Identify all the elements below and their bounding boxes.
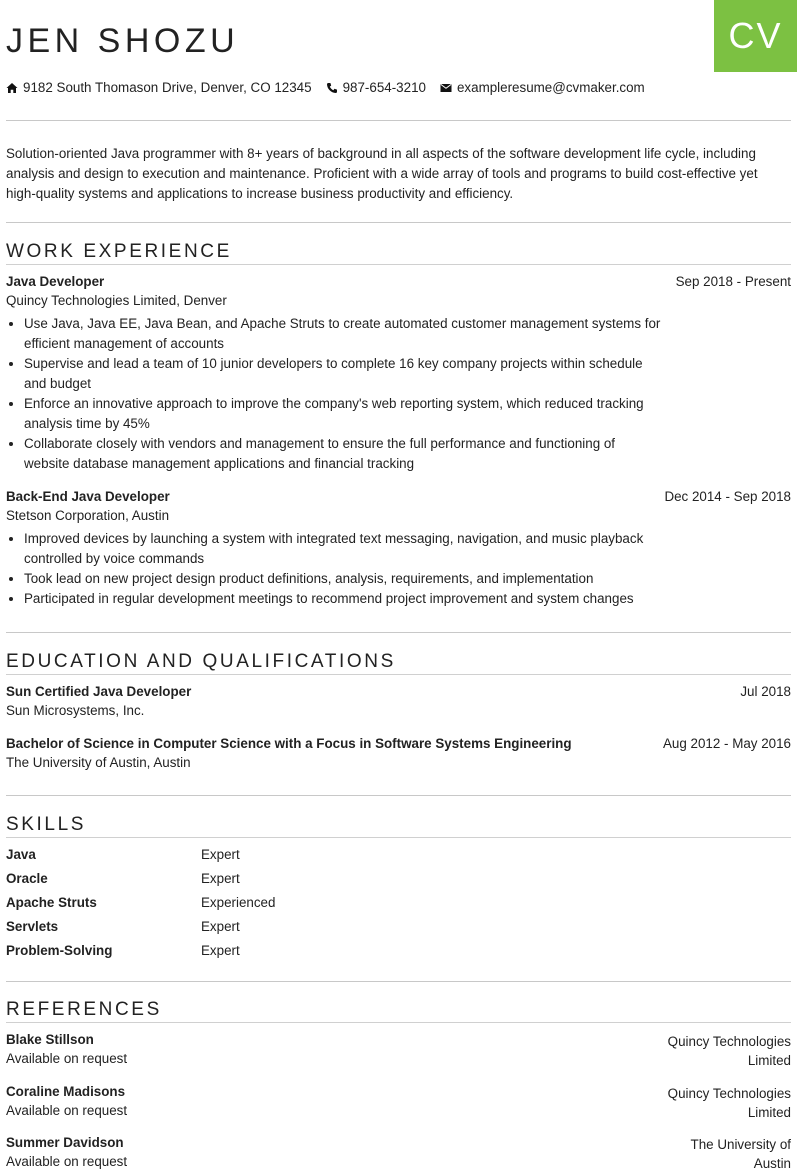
section-title-education: EDUCATION AND QUALIFICATIONS <box>6 651 396 672</box>
education-title: Sun Certified Java Developer <box>6 684 192 699</box>
skill-level: Expert <box>201 919 240 934</box>
section-underline <box>6 264 791 265</box>
address-text: 9182 South Thomason Drive, Denver, CO 12345 <box>23 80 312 95</box>
skill-level: Expert <box>201 847 240 862</box>
section-title-skills: SKILLS <box>6 814 87 835</box>
job-entry <box>6 274 791 474</box>
section-title-work: WORK EXPERIENCE <box>6 241 232 262</box>
skill-name: Problem-Solving <box>6 943 113 958</box>
reference-org-line: Quincy Technologies <box>667 1034 791 1049</box>
reference-name: Summer Davidson <box>6 1135 124 1150</box>
skill-name: Apache Struts <box>6 895 97 910</box>
job-dates: Dec 2014 - Sep 2018 <box>664 489 791 504</box>
reference-org <box>641 1032 791 1070</box>
job-company: Stetson Corporation, Austin <box>6 508 170 523</box>
job-entry <box>6 489 791 609</box>
reference-org <box>641 1084 791 1122</box>
bullet-item: • Participated in regular development meetings to recommend project improvement and system changes <box>24 589 664 609</box>
candidate-name: JEN SHOZU <box>6 22 240 60</box>
skill-name: Oracle <box>6 871 48 886</box>
reference-org-line: Limited <box>747 1105 791 1120</box>
bullet-item: • Use Java, Java EE, Java Bean, and Apache Struts to create automated customer management systems for efficient management of accounts <box>24 314 664 354</box>
job-title: Java Developer <box>6 274 105 289</box>
skill-name: Java <box>6 847 36 862</box>
skill-row <box>6 871 240 886</box>
education-dates: Jul 2018 <box>740 684 791 699</box>
education-dates: Aug 2012 - May 2016 <box>662 736 791 751</box>
job-bullets <box>6 529 664 609</box>
divider <box>6 795 791 796</box>
bullet-item: • Enforce an innovative approach to improve the company's web reporting system, which reduced tracking analysis time by 45% <box>24 394 664 434</box>
job-title: Back-End Java Developer <box>6 489 170 504</box>
section-title-references: REFERENCES <box>6 999 162 1020</box>
reference-name: Blake Stillson <box>6 1032 94 1047</box>
job-bullets <box>6 314 664 474</box>
reference-note: Available on request <box>6 1103 128 1118</box>
skill-row <box>6 919 240 934</box>
contact-address <box>6 80 312 95</box>
reference-org-line: Quincy Technologies <box>667 1086 791 1101</box>
section-underline <box>6 1022 791 1023</box>
reference-entry <box>6 1084 791 1122</box>
divider <box>6 632 791 633</box>
reference-entry <box>6 1135 791 1173</box>
phone-icon <box>326 82 338 94</box>
summary-paragraph: Solution-oriented Java programmer with 8+ years of background in all aspects of the software development life cycle, including analysis and design to execution and maintenance. Proficient with a wide array of tools and programs to build cost-effective yet high-quality systems and applications to increase business productivity and efficiency. <box>6 146 758 201</box>
reference-org-line: Limited <box>747 1053 791 1068</box>
skill-level: Experienced <box>201 895 276 910</box>
reference-name: Coraline Madisons <box>6 1084 126 1099</box>
reference-note: Available on request <box>6 1051 128 1066</box>
contact-phone <box>326 80 426 95</box>
reference-org-line: The University of <box>690 1137 791 1152</box>
divider <box>6 981 791 982</box>
bullet-item: • Supervise and lead a team of 10 junior developers to complete 16 key company projects within schedule and budget <box>24 354 664 394</box>
reference-note: Available on request <box>6 1154 128 1169</box>
job-dates: Sep 2018 - Present <box>675 274 791 289</box>
divider <box>6 120 791 121</box>
divider <box>6 222 791 223</box>
cv-badge: CV <box>714 0 797 72</box>
skill-row <box>6 847 240 862</box>
phone-text: 987-654-3210 <box>342 80 426 95</box>
skill-name: Servlets <box>6 919 59 934</box>
section-underline <box>6 837 791 838</box>
contact-bar <box>6 80 659 95</box>
reference-entry <box>6 1032 791 1070</box>
bullet-item: • Collaborate closely with vendors and management to ensure the full performance and functioning of website database management applications and financial tracking <box>24 434 664 474</box>
section-underline <box>6 674 791 675</box>
job-company: Quincy Technologies Limited, Denver <box>6 293 227 308</box>
education-title: Bachelor of Science in Computer Science with a Focus in Software Systems Engineering <box>6 736 572 751</box>
education-entry <box>6 684 791 718</box>
contact-email <box>440 80 645 95</box>
education-org: The University of Austin, Austin <box>6 755 191 770</box>
skill-row <box>6 895 275 910</box>
reference-org <box>641 1135 791 1173</box>
education-entry <box>6 736 791 770</box>
skill-level: Expert <box>201 943 240 958</box>
home-icon <box>6 82 18 94</box>
education-org: Sun Microsystems, Inc. <box>6 703 145 718</box>
bullet-item: • Improved devices by launching a system with integrated text messaging, navigation, and music playback controlled by voice commands <box>24 529 664 569</box>
email-text: exampleresume@cvmaker.com <box>456 80 645 95</box>
skill-level: Expert <box>201 871 240 886</box>
bullet-item: • Took lead on new project design product definitions, analysis, requirements, and implementation <box>24 569 664 589</box>
skill-row <box>6 943 240 958</box>
envelope-icon <box>440 82 452 94</box>
reference-org-line: Austin <box>753 1156 791 1171</box>
